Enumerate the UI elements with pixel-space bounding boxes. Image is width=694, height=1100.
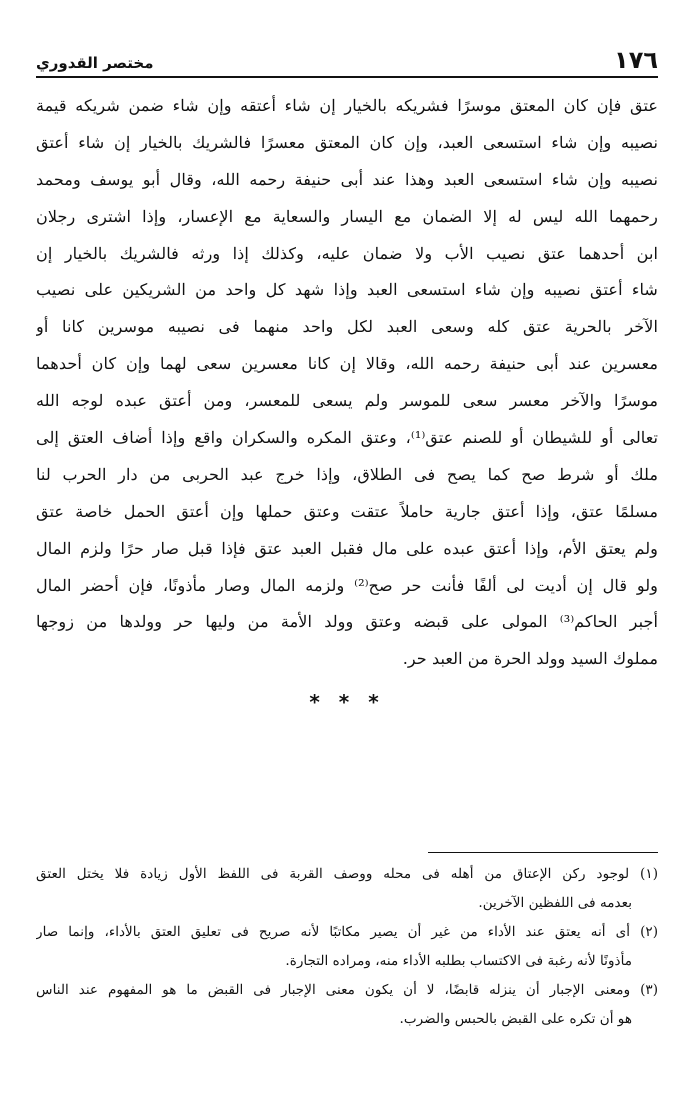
text-line: ولو قال إن أديت لى ألفًا فأنت حر صح⁽²⁾ ولزمه المال وصار مأذونًا، فإن أحضر المال — [36, 575, 658, 595]
text-line: عتق فإن كان المعتق موسرًا فشريكه بالخيار إن شاء أعتقه وإن شاء ضمن شريكه قيمة — [36, 96, 658, 115]
text-line: ابن أحدهما عتق نصيب الأب ولا ضمان عليه، وكذلك إذا ورثه فالشريك بالخيار إن — [36, 243, 658, 263]
text-line: أجبر الحاكم⁽³⁾ المولى على قبضه وعتق وولد الأمة من وليها حر وولدها من زوجها — [36, 612, 658, 632]
section-separator: * * * — [309, 690, 385, 714]
text-line: نصيبه وإن شاء استسعى العبد، وإن كان المعتق معسرًا فالشريك بالخيار إن شاء أعتق — [36, 132, 658, 152]
footnote-line: هو أن تكره على القبض بالحبس والضرب. — [399, 1011, 632, 1027]
text-line: تعالى أو للشيطان أو للصنم عتق⁽¹⁾، وعتق المكره والسكران واقع وإذا أضاف العتق إلى — [36, 428, 658, 448]
text-line: ملك أو شرط صح كما يصح فى الطلاق، وإذا خرج عبد الحربى من دار الحرب لنا — [36, 464, 658, 484]
footnote-line: (٣) ومعنى الإجبار أن ينزله قابضًا، لا أن يكون معنى الإجبار فى القبض ما هو المفهوم عند الناس — [36, 982, 658, 998]
text-line: موسرًا والآخر معسر سعى للموسر ولم يسعى للمعسر، ومن أعتق عبده لوجه الله — [36, 391, 658, 411]
text-line: مملوك السيد وولد الحرة من العبد حر. — [402, 649, 658, 669]
footnote-divider — [428, 852, 658, 853]
text-line: مسلمًا عتق، وإذا أعتق جارية حاملاً عتقت وعتق حملها وإن أعتق الحمل خاصة عتق — [36, 501, 658, 521]
footnote-1 — [36, 860, 658, 918]
text-line: الآخر بالحرية عتق كله وسعى العبد لكل واحد منهما فى نصيبه موسرين كانا أو — [36, 317, 658, 337]
main-text — [36, 88, 658, 678]
page-header — [36, 40, 658, 78]
footnote-line: مأذونًا لأنه رغبة فى الاكتساب بطلبه الأداء منه، ومراده التجارة. — [285, 953, 632, 969]
footnote-2 — [36, 918, 658, 976]
footnote-3 — [36, 976, 658, 1034]
footnote-line: (٢) أى أنه يعتق عند الأداء من غير أن يصير مكاتبًا لأنه صريح فى تعليق العتق بالأداء، وإنما صار — [36, 924, 658, 940]
text-line: نصيبه وإن شاء استسعى العبد وهذا عند أبى حنيفة رحمه الله، وقال أبو يوسف ومحمد — [36, 169, 658, 189]
text-line: شاء أعتق نصيبه وإن شاء استسعى العبد وإذا شهد كل واحد من الشريكين على نصيب — [36, 280, 658, 300]
footnote-line: بعدمه فى اللفظين الآخرين. — [478, 895, 632, 911]
footnotes — [36, 860, 658, 1034]
text-line: رحمهما الله ليس له إلا الضمان مع اليسار والسعاية مع الإعسار، وإذا اشترى رجلان — [36, 206, 658, 226]
page-number: ١٧٦ — [614, 46, 658, 74]
footnote-line: (١) لوجود ركن الإعتاق من أهله فى محله ووصف القربة فى اللفظ الأول زيادة فلا يختل العتق — [36, 866, 658, 882]
text-line: ولم يعتق الأم، وإذا أعتق عبده على مال فقبل العبد عتق فإذا قبل صار حرًا ولزم المال — [36, 538, 658, 558]
text-line: معسرين عند أبى حنيفة رحمه الله، وقالا إن كانا معسرين سعى لهما وإن كان أحدهما — [36, 354, 658, 374]
running-title: مختصر القدوري — [36, 54, 154, 72]
